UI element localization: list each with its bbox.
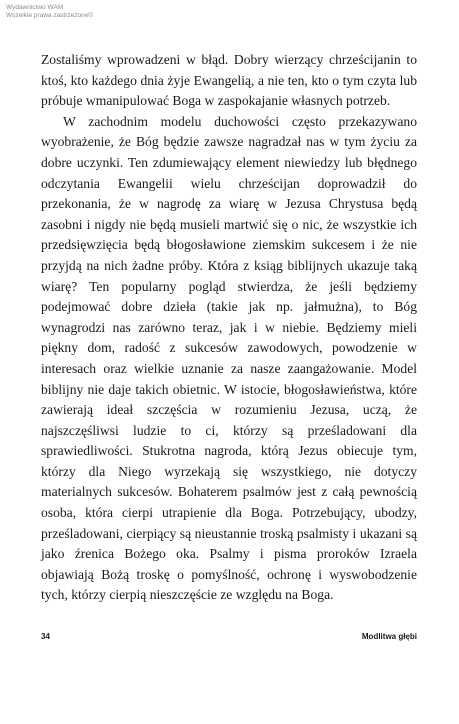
- running-title: Modlitwa głębi: [361, 632, 417, 641]
- body-text: [41, 50, 417, 606]
- watermark-publisher: Wydawnictwo WAM: [6, 4, 64, 11]
- paragraph-1: Zostaliśmy wprowadzeni w błąd. Dobry wierzący chrześcijanin to ktoś, kto każdego dnia żyje Ewangelią, a nie ten, kto o tym czyta lub próbuje wmanipulować Boga w zaspokajanie własnych potrzeb.: [41, 52, 417, 109]
- paragraph-2: W zachodnim modelu duchowości często przekazywano wyobrażenie, że Bóg będzie zawsze nagradzał nas w tym życiu za dobre uczynki. Ten zdumiewający element niewiedzy lub błędnego odczytania Ewangelii wielu chrześcijan doprowadził do przekonania, że w nagrodę za wiarę w Jezusa Chrystusa będą zasobni i nigdy nie będą musieli martwić się o nic, że wszystkie ich przedsięwzięcia będą błogosławione ziemskim sukcesem i że nie przyjdą na nich żadne próby. Która z ksiąg biblijnych ukazuje taką wiarę? Ten popularny pogląd stwierdza, że jeśli będziemy podejmować dobre dzieła (takie jak np. jałmużna), to Bóg wynagrodzi nas zarówno teraz, jak i w niebie. Będziemy mieli piękny dom, radość z sukcesów zawodowych, powodzenie w interesach oraz wielkie uznanie za nasze zaangażowanie. Model biblijny nie daje takich obietnic. W istocie, błogosławieństwa, które zawierają ideał szczęścia w rozumieniu Jezusa, uczą, że najszczęśliwsi ludzie to ci, którzy są prześladowani dla sprawiedliwości. Stukrotna nagroda, którą Jezus obiecuje tym, którzy dla Niego wyrzekają się wszystkiego, nie dotyczy materialnych sukcesów. Bohaterem psalmów jest z całą pewnością osoba, która cierpi utrapienie dla Boga. Potrzebujący, ubodzy, prześladowani, cierpiący są nieustannie troską psalmisty i ukazani są jako źrenica Bożego oka. Psalmy i pisma proroków Izraela objawiają Bożą troskę o pomyślność, ochronę i wyswobodzenie tych, którzy cierpią nieszczęście ze względu na Boga.: [41, 113, 417, 603]
- publisher-watermark: [6, 4, 93, 20]
- watermark-copyright: Wszelkie prawa zastrzeżone©: [6, 12, 94, 19]
- page-number: 34: [41, 632, 50, 641]
